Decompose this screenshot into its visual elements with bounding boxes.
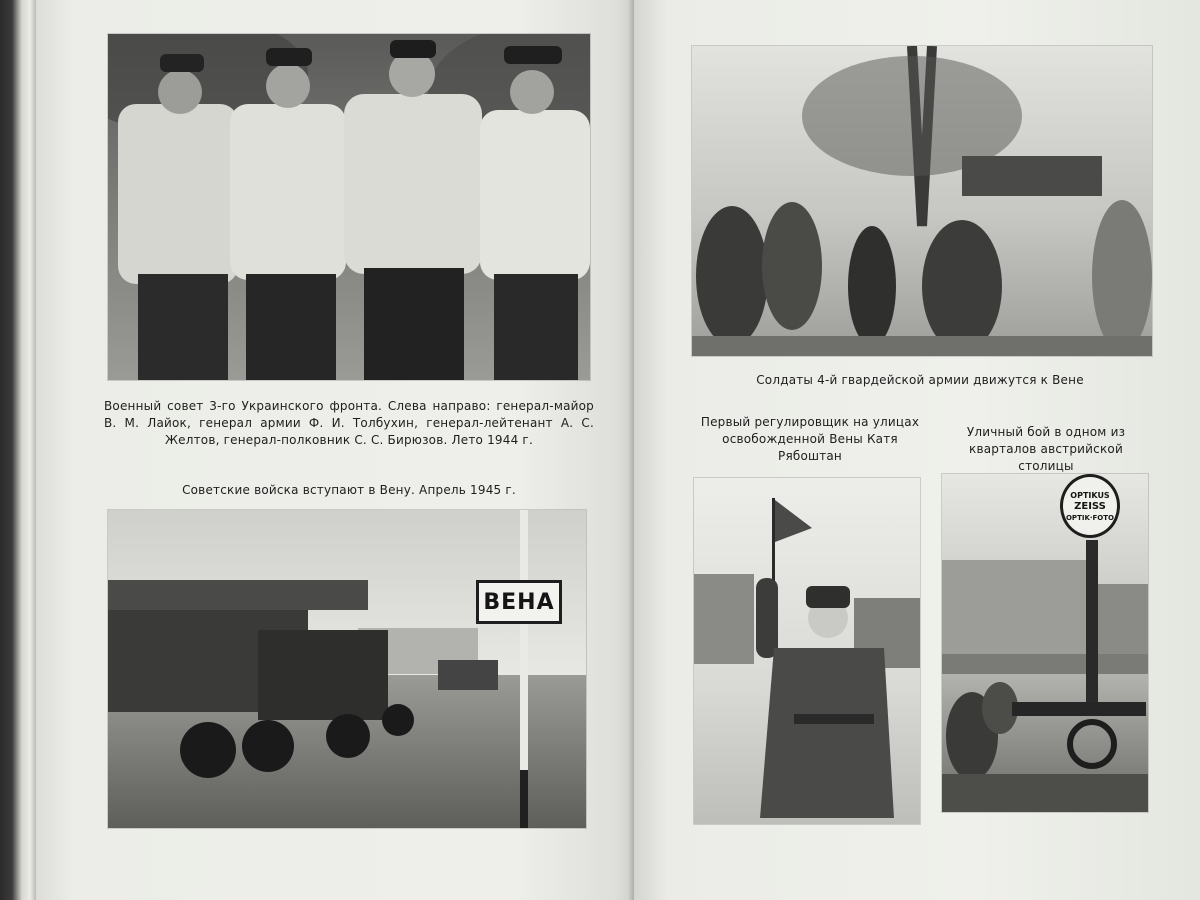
optik-sign-line-2: ZEISS [1074, 500, 1106, 512]
caption-traffic-controller: Первый регулировщик на улицах освобожденной Вены Катя Рябоштан [700, 415, 920, 463]
vienna-sign [476, 580, 562, 624]
book-cover-edge [0, 0, 40, 900]
photo-street-fight-machine-gun-icon [942, 474, 1148, 812]
caption-street-fight: Уличный бой в одном из кварталов австрийской столицы [966, 425, 1126, 473]
photo-traffic-controller [694, 478, 920, 824]
optik-sign [1060, 474, 1120, 538]
photo-street-fight [942, 474, 1148, 812]
caption-soldiers: Солдаты 4-й гвардейской армии движутся к Вене [756, 373, 1084, 387]
caption-generals: Военный совет 3-го Украинского фронта. Слева направо: генерал-майор В. М. Лайок, генерал армии Ф. И. Толбухин, генерал-лейтенант А. С. Желтов, генерал-полковник С. С. Бирюзов. Лето 1944 г. [104, 399, 594, 447]
optik-sign-line-1: OPTIKUS [1070, 490, 1110, 500]
vienna-sign-text: ВЕНА [483, 589, 555, 615]
photo-traffic-controller-icon [694, 478, 920, 824]
optik-sign-line-3: OPTIK·FOTO [1065, 513, 1114, 522]
caption-trucks: Советские войска вступают в Вену. Апрель 1945 г. [182, 483, 516, 497]
photo-marching-soldiers-icon [692, 46, 1152, 356]
photo-generals [108, 34, 590, 380]
photo-four-generals-icon [108, 34, 590, 380]
photo-trucks [108, 510, 586, 828]
photo-trucks-entering-city-icon [108, 510, 586, 828]
photo-soldiers [692, 46, 1152, 356]
